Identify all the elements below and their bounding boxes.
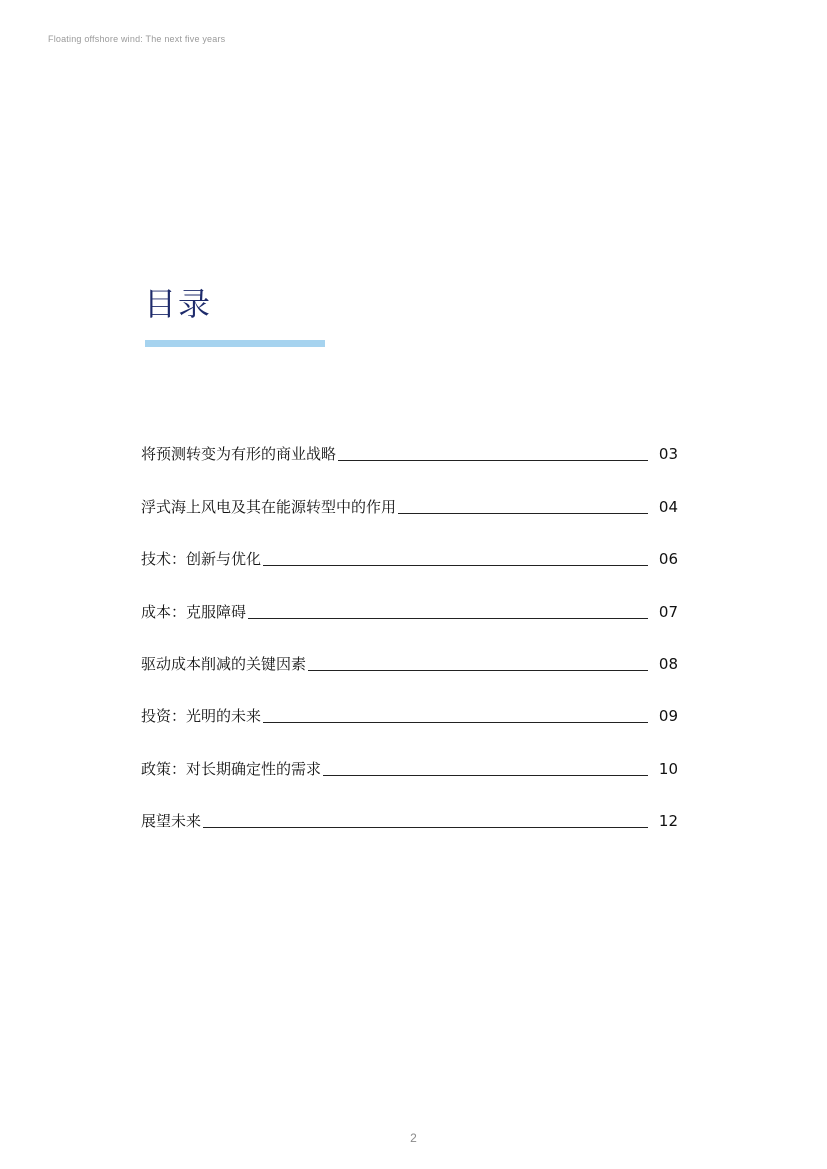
toc-leader-line — [248, 617, 648, 619]
toc-leader-line — [263, 721, 648, 723]
toc-page-number: 09 — [658, 707, 678, 726]
toc-page-number: 12 — [658, 812, 678, 831]
toc-leader-line — [263, 564, 648, 566]
toc-entry-label: 投资：光明的未来 — [141, 707, 262, 726]
toc-list — [141, 443, 678, 862]
toc-entry[interactable] — [141, 705, 678, 757]
toc-entry[interactable] — [141, 757, 678, 809]
toc-entry[interactable] — [141, 548, 678, 600]
toc-entry[interactable] — [141, 443, 678, 495]
running-header: Floating offshore wind: The next five years — [48, 34, 226, 44]
toc-page-number: 07 — [658, 602, 678, 621]
toc-leader-line — [323, 774, 648, 776]
toc-entry[interactable] — [141, 653, 678, 705]
toc-entry-label: 技术：创新与优化 — [141, 550, 262, 569]
toc-leader-line — [338, 459, 648, 461]
toc-leader-line — [308, 669, 648, 671]
toc-page-number: 08 — [658, 654, 678, 673]
page-number: 2 — [410, 1131, 417, 1145]
title-accent-bar — [145, 340, 325, 347]
toc-leader-line — [398, 512, 648, 514]
toc-entry[interactable] — [141, 600, 678, 652]
toc-entry-label: 浮式海上风电及其在能源转型中的作用 — [141, 497, 397, 516]
toc-entry-label: 成本：克服障碍 — [141, 602, 247, 621]
toc-page-number: 04 — [658, 497, 678, 516]
toc-entry-label: 展望未来 — [141, 812, 202, 831]
toc-entry[interactable] — [141, 810, 678, 862]
toc-entry-label: 将预测转变为有形的商业战略 — [141, 445, 337, 464]
toc-page-number: 03 — [658, 445, 678, 464]
toc-title: 目录 — [144, 285, 213, 323]
toc-entry[interactable] — [141, 495, 678, 547]
toc-entry-label: 政策：对长期确定性的需求 — [141, 759, 322, 778]
toc-page-number: 10 — [658, 759, 678, 778]
toc-leader-line — [203, 826, 648, 828]
toc-page-number: 06 — [658, 550, 678, 569]
toc-entry-label: 驱动成本削减的关键因素 — [141, 654, 307, 673]
